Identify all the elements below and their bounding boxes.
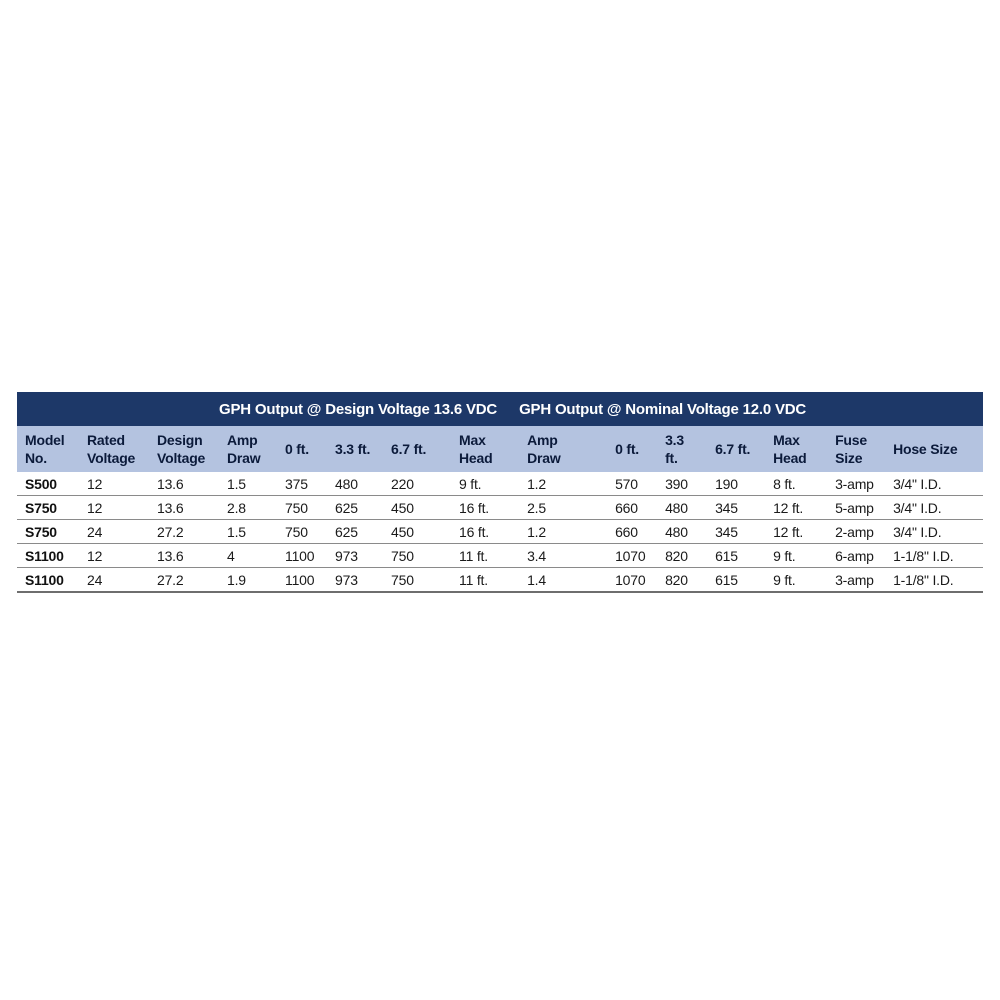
column-header-row (17, 426, 983, 472)
column-header-line: Voltage (87, 450, 136, 466)
column-header (327, 426, 383, 472)
model-number-cell: S750 (17, 496, 79, 520)
table-cell: 973 (327, 568, 383, 593)
table-cell: 5-amp (827, 496, 885, 520)
table-cell: 1.2 (519, 472, 607, 496)
table-cell: 1-1/8" I.D. (885, 544, 983, 568)
column-header (885, 426, 983, 472)
table-cell: 3-amp (827, 568, 885, 593)
table-cell: 1-1/8" I.D. (885, 568, 983, 593)
model-number-cell: S1100 (17, 568, 79, 593)
column-header (277, 426, 327, 472)
model-number-cell: S750 (17, 520, 79, 544)
table-cell: 4 (219, 544, 277, 568)
table-cell: 1.9 (219, 568, 277, 593)
table-row (17, 520, 983, 544)
column-header-line: Fuse (835, 432, 867, 448)
table-cell: 12 (79, 496, 149, 520)
column-header-line: Model (25, 432, 65, 448)
column-header-line: 6.7 ft. (715, 441, 751, 457)
column-header-line: Max (459, 432, 486, 448)
table-cell: 11 ft. (451, 544, 519, 568)
column-header (657, 426, 707, 472)
table-cell: 2-amp (827, 520, 885, 544)
column-header-line: Hose Size (893, 441, 958, 457)
table-cell: 3/4" I.D. (885, 520, 983, 544)
table-cell: 480 (327, 472, 383, 496)
table-row (17, 568, 983, 593)
table-cell: 12 ft. (765, 520, 827, 544)
table-cell: 973 (327, 544, 383, 568)
table-cell: 27.2 (149, 568, 219, 593)
group-header-row (17, 392, 983, 426)
column-header-line: 3.3 (665, 432, 684, 448)
table-cell: 24 (79, 520, 149, 544)
table-cell: 1.4 (519, 568, 607, 593)
model-number-cell: S1100 (17, 544, 79, 568)
column-header (451, 426, 519, 472)
table-cell: 375 (277, 472, 327, 496)
table-body (17, 472, 983, 592)
column-header (383, 426, 451, 472)
table-cell: 660 (607, 520, 657, 544)
table-cell: 9 ft. (765, 568, 827, 593)
table-cell: 345 (707, 520, 765, 544)
column-header-line: Head (459, 450, 493, 466)
column-header (149, 426, 219, 472)
table-cell: 570 (607, 472, 657, 496)
column-header (79, 426, 149, 472)
table-cell: 750 (383, 568, 451, 593)
table-cell: 450 (383, 496, 451, 520)
table-cell: 2.5 (519, 496, 607, 520)
table-cell: 750 (277, 496, 327, 520)
model-number-cell: S500 (17, 472, 79, 496)
column-header-line: No. (25, 450, 47, 466)
table-cell: 3-amp (827, 472, 885, 496)
column-header-line: Amp (527, 432, 558, 448)
column-header (607, 426, 657, 472)
column-header (707, 426, 765, 472)
column-header (765, 426, 827, 472)
column-header-line: Max (773, 432, 800, 448)
table-cell: 660 (607, 496, 657, 520)
column-header-line: Voltage (157, 450, 206, 466)
table-cell: 615 (707, 544, 765, 568)
table-cell: 480 (657, 520, 707, 544)
table-cell: 750 (277, 520, 327, 544)
table-cell: 8 ft. (765, 472, 827, 496)
column-header (827, 426, 885, 472)
table-cell: 450 (383, 520, 451, 544)
table-cell: 750 (383, 544, 451, 568)
table-cell: 1100 (277, 568, 327, 593)
table-cell: 615 (707, 568, 765, 593)
table-cell: 1070 (607, 568, 657, 593)
column-header-line: Size (835, 450, 863, 466)
table-cell: 390 (657, 472, 707, 496)
group-header-design: GPH Output @ Design Voltage 13.6 VDC (219, 392, 519, 426)
group-header-nominal: GPH Output @ Nominal Voltage 12.0 VDC (519, 392, 983, 426)
table-cell: 1.5 (219, 472, 277, 496)
column-header-line: Draw (527, 450, 561, 466)
table-cell: 27.2 (149, 520, 219, 544)
table-cell: 3/4" I.D. (885, 496, 983, 520)
column-header (17, 426, 79, 472)
table-cell: 13.6 (149, 496, 219, 520)
table-cell: 9 ft. (451, 472, 519, 496)
table-cell: 6-amp (827, 544, 885, 568)
column-header-line: Rated (87, 432, 125, 448)
column-header-line: ft. (665, 450, 678, 466)
table-cell: 190 (707, 472, 765, 496)
table-row (17, 472, 983, 496)
column-header (219, 426, 277, 472)
table-cell: 2.8 (219, 496, 277, 520)
table-cell: 9 ft. (765, 544, 827, 568)
table-cell: 3/4" I.D. (885, 472, 983, 496)
table-cell: 1.5 (219, 520, 277, 544)
table-cell: 3.4 (519, 544, 607, 568)
column-header-line: Amp (227, 432, 258, 448)
table-cell: 24 (79, 568, 149, 593)
table-row (17, 544, 983, 568)
group-header-blank (17, 392, 219, 426)
column-header-line: Draw (227, 450, 261, 466)
column-header (519, 426, 607, 472)
table-cell: 345 (707, 496, 765, 520)
table-cell: 820 (657, 544, 707, 568)
column-header-line: 0 ft. (285, 441, 309, 457)
table-cell: 13.6 (149, 544, 219, 568)
table-cell: 13.6 (149, 472, 219, 496)
column-header-line: 6.7 ft. (391, 441, 427, 457)
table-cell: 12 ft. (765, 496, 827, 520)
table-cell: 820 (657, 568, 707, 593)
pump-spec-table (17, 392, 983, 593)
table-cell: 12 (79, 544, 149, 568)
table-cell: 1070 (607, 544, 657, 568)
table-cell: 12 (79, 472, 149, 496)
table-cell: 16 ft. (451, 520, 519, 544)
table-cell: 11 ft. (451, 568, 519, 593)
column-header-line: Head (773, 450, 807, 466)
table-cell: 1.2 (519, 520, 607, 544)
table-cell: 625 (327, 496, 383, 520)
table-cell: 16 ft. (451, 496, 519, 520)
table-cell: 1100 (277, 544, 327, 568)
table-row (17, 496, 983, 520)
table-cell: 625 (327, 520, 383, 544)
table-cell: 480 (657, 496, 707, 520)
column-header-line: 0 ft. (615, 441, 639, 457)
column-header-line: Design (157, 432, 203, 448)
table-cell: 220 (383, 472, 451, 496)
column-header-line: 3.3 ft. (335, 441, 371, 457)
